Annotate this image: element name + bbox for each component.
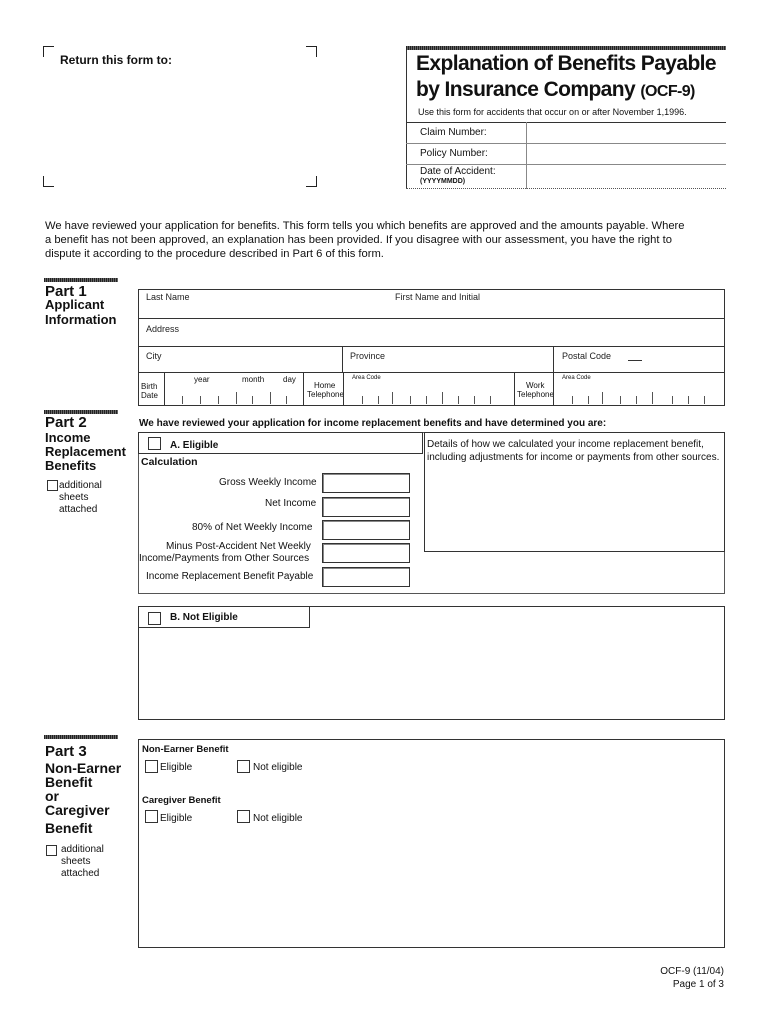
claim-divider — [406, 188, 726, 189]
part3-attached-label: attached — [61, 868, 100, 879]
part3-sub1: Non-Earner — [45, 760, 122, 776]
non-earner-eligible-label: Eligible — [160, 762, 193, 773]
part2-sub2: Replacement — [45, 444, 126, 459]
tick — [236, 392, 237, 404]
tick — [474, 396, 475, 404]
part2-sub3: Benefits — [45, 458, 97, 473]
part2-heading: We have reviewed your application for income replacement benefits and have determined you are: — [139, 418, 607, 429]
part1-sub1: Applicant — [45, 297, 105, 312]
row-divider — [138, 346, 725, 347]
month-label: month — [242, 375, 265, 384]
last-name-label: Last Name — [146, 292, 190, 302]
minus-line1-label: Minus Post-Accident Net Weekly — [166, 541, 311, 552]
date-of-accident-input[interactable] — [527, 165, 725, 188]
home-telephone-input[interactable] — [345, 384, 513, 404]
tick — [620, 396, 621, 404]
caregiver-eligible-label: Eligible — [160, 813, 193, 824]
minus-input[interactable] — [322, 543, 410, 563]
gross-weekly-label: Gross Weekly Income — [219, 477, 317, 488]
part2-sheets-label: sheets — [59, 492, 89, 503]
city-label: City — [146, 351, 162, 361]
part2-attached-label: attached — [59, 504, 98, 515]
minus-line2-label: Income/Payments from Other Sources — [139, 553, 310, 564]
non-earner-not-eligible-checkbox[interactable] — [237, 760, 250, 773]
caregiver-label: Caregiver Benefit — [142, 795, 221, 806]
non-earner-label: Non-Earner Benefit — [142, 744, 229, 755]
eighty-percent-label: 80% of Net Weekly Income — [192, 522, 313, 533]
policy-number-label: Policy Number: — [420, 148, 488, 159]
intro-line3: dispute it according to the procedure described in Part 6 of this form. — [45, 248, 384, 260]
col-divider — [553, 346, 554, 372]
intro-line1: We have reviewed your application for benefits. This form tells you which benefits are approved and the amounts payable. Where — [45, 220, 685, 232]
policy-number-input[interactable] — [527, 144, 725, 164]
part3-sub3: or — [45, 788, 59, 804]
row-divider — [138, 318, 725, 319]
address-input[interactable] — [190, 320, 723, 344]
details-line1: Details of how we calculated your income replacement benefit, — [427, 439, 704, 450]
claim-number-label: Claim Number: — [420, 127, 487, 138]
first-name-label: First Name and Initial — [395, 292, 481, 302]
eighty-percent-input[interactable] — [322, 520, 410, 540]
not-eligible-checkbox[interactable] — [148, 612, 161, 625]
part2-additional-checkbox[interactable] — [47, 480, 58, 491]
corner-mark — [306, 46, 317, 57]
col-divider — [164, 372, 165, 406]
part2-title: Part 2 — [45, 414, 87, 431]
province-label: Province — [350, 351, 386, 361]
part3-sub2: Benefit — [45, 774, 93, 790]
tick — [672, 396, 673, 404]
tick — [218, 396, 219, 404]
work-telephone-input[interactable] — [555, 384, 723, 404]
form-note: Use this form for accidents that occur on or after November 1,1996. — [418, 107, 687, 117]
tick — [588, 396, 589, 404]
gross-weekly-input[interactable] — [322, 473, 410, 493]
net-income-label: Net Income — [265, 498, 317, 509]
part3-rule — [44, 735, 118, 739]
date-label: Date — [141, 391, 158, 400]
part3-additional-label: additional — [61, 844, 104, 855]
col-divider — [303, 372, 304, 406]
last-name-input[interactable] — [140, 303, 390, 317]
col-divider — [553, 372, 554, 406]
details-box — [424, 432, 725, 552]
non-earner-eligible-checkbox[interactable] — [145, 760, 158, 773]
eligible-checkbox[interactable] — [148, 437, 161, 450]
tick — [652, 392, 653, 404]
form-title-line1: Explanation of Benefits Payable — [416, 52, 716, 75]
tick — [458, 396, 459, 404]
tick — [362, 396, 363, 404]
address-label: Address — [146, 324, 180, 334]
home-label: Home — [314, 381, 336, 390]
form-code: (OCF-9) — [640, 83, 695, 100]
irb-payable-label: Income Replacement Benefit Payable — [146, 571, 314, 582]
calculation-label: Calculation — [141, 456, 198, 468]
part1-title: Part 1 — [45, 283, 87, 300]
work-label: Work — [526, 381, 545, 390]
postal-code-underline — [628, 360, 642, 361]
part2-additional-label: additional — [59, 480, 102, 491]
not-eligible-label: B. Not Eligible — [170, 612, 238, 623]
col-divider — [342, 346, 343, 372]
tick — [426, 396, 427, 404]
day-label: day — [283, 375, 296, 384]
footer-form-code: OCF-9 (11/04) — [660, 966, 724, 977]
date-of-accident-label: Date of Accident: — [420, 166, 496, 177]
form-title-line2 — [416, 78, 695, 102]
not-eligible-explanation[interactable] — [140, 630, 723, 718]
claim-number-input[interactable] — [527, 123, 725, 143]
tick — [636, 396, 637, 404]
tick — [378, 396, 379, 404]
home-area-code-label: Area Code — [352, 375, 381, 381]
caregiver-not-eligible-label: Not eligible — [253, 813, 303, 824]
date-format-label: (YYYYMMDD) — [420, 178, 466, 185]
form-title-line2-text: by Insurance Company — [416, 78, 636, 101]
caregiver-eligible-checkbox[interactable] — [145, 810, 158, 823]
part1-sub2: Information — [45, 312, 117, 327]
part3-sub5: Benefit — [45, 820, 93, 836]
part2-sub1: Income — [45, 430, 91, 445]
tick — [490, 396, 491, 404]
birth-label: Birth — [141, 382, 158, 391]
irb-payable-input[interactable] — [322, 567, 410, 587]
footer-page: Page 1 of 3 — [672, 979, 724, 990]
return-label: Return this form to: — [60, 53, 172, 67]
tick — [410, 396, 411, 404]
part3-sub4: Caregiver — [45, 802, 110, 818]
col-divider — [514, 372, 515, 406]
tick — [704, 396, 705, 404]
tick — [286, 396, 287, 404]
postal-code-label: Postal Code — [562, 351, 612, 361]
tick — [270, 392, 271, 404]
part1-rule — [44, 278, 118, 282]
tick — [392, 392, 393, 404]
details-line2: including adjustments for income or payments from other sources. — [427, 452, 720, 463]
tick — [442, 392, 443, 404]
tick — [200, 396, 201, 404]
tick — [688, 396, 689, 404]
tick — [602, 392, 603, 404]
non-earner-not-eligible-label: Not eligible — [253, 762, 303, 773]
year-label: year — [194, 375, 210, 384]
part3-explanation[interactable] — [140, 830, 723, 946]
part3-title: Part 3 — [45, 743, 87, 760]
intro-line2: a benefit has not been approved, an explanation has been provided. If you disagree with our assessment, you have the right to — [45, 234, 672, 246]
corner-mark — [43, 46, 54, 57]
corner-mark — [43, 176, 54, 187]
eligible-label: A. Eligible — [170, 440, 219, 451]
row-divider — [138, 372, 725, 373]
net-income-input[interactable] — [322, 497, 410, 517]
tick — [572, 396, 573, 404]
part3-additional-checkbox[interactable] — [46, 845, 57, 856]
part3-sheets-label: sheets — [61, 856, 91, 867]
first-name-input[interactable] — [393, 303, 723, 317]
home-telephone-label: Telephone — [307, 390, 344, 399]
work-area-code-label: Area Code — [562, 375, 591, 381]
birth-date-input[interactable] — [166, 386, 302, 404]
caregiver-not-eligible-checkbox[interactable] — [237, 810, 250, 823]
col-divider — [343, 372, 344, 406]
corner-mark — [306, 176, 317, 187]
work-telephone-label: Telephone — [517, 390, 554, 399]
tick — [252, 396, 253, 404]
tick — [182, 396, 183, 404]
